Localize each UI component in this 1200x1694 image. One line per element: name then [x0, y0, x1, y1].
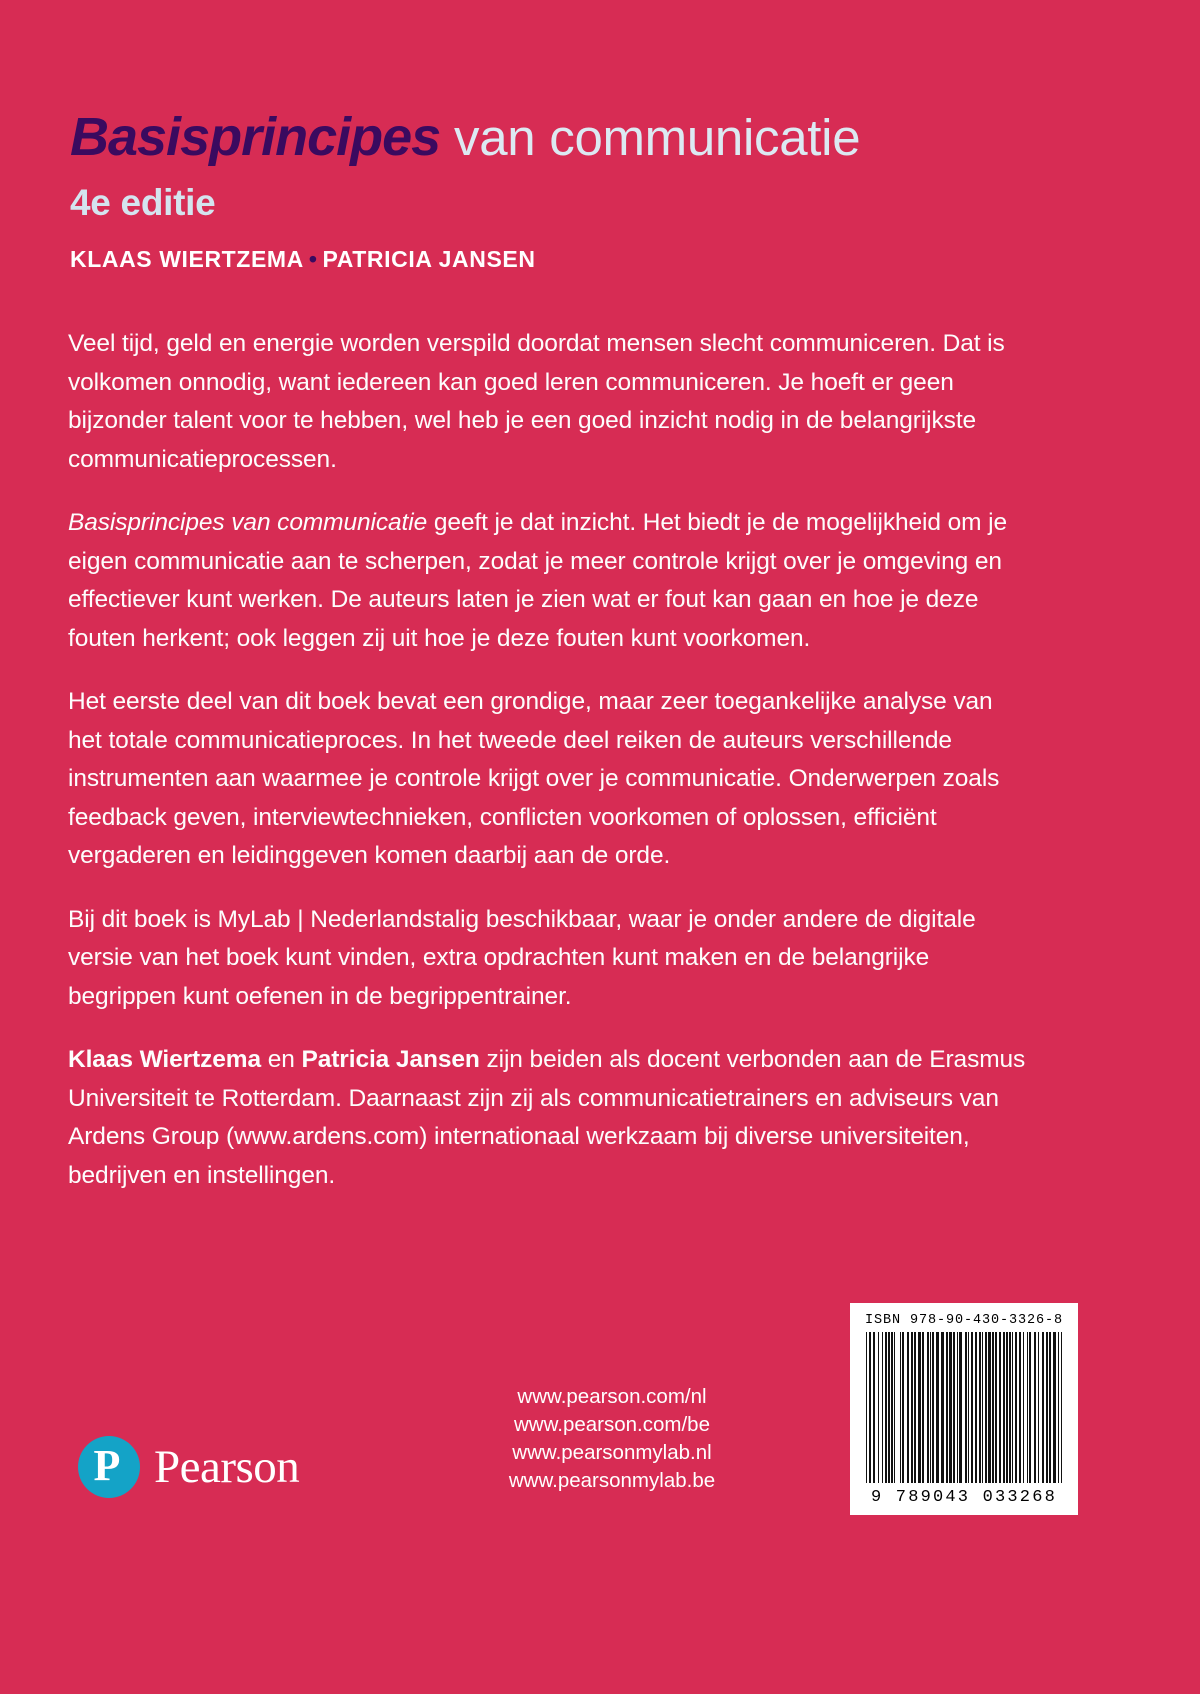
- author-separator-bullet: •: [308, 246, 318, 273]
- authors-line: [70, 246, 1080, 273]
- pearson-wordmark: Pearson: [154, 1440, 300, 1493]
- url-pearson-nl[interactable]: www.pearson.com/nl: [517, 1385, 707, 1408]
- blurb-book-title-italic: Basisprincipes van communicatie: [68, 509, 428, 536]
- bio-conjunction: en: [261, 1046, 302, 1073]
- bio-author-name-1: Klaas Wiertzema: [68, 1046, 262, 1073]
- title-block: [70, 108, 1080, 273]
- isbn-label: ISBN 978-90-430-3326-8: [864, 1313, 1064, 1328]
- title-main-word: Basisprincipes: [70, 107, 441, 167]
- bio-rest: zijn beiden als docent verbonden aan de Erasmus Universiteit te Rotterdam. Daarnaast zijn zij als communicatietrainers en adviseurs van Ardens Group (www.ardens.com) internationaal werkzaam bij diverse universiteiten, bedrijven en instellingen.: [68, 1046, 1026, 1189]
- blurb-paragraph-1: Veel tijd, geld en energie worden verspild doordat mensen slecht communiceren. Dat is volkomen onnodig, want iedereen kan goed leren communiceren. Je hoeft er geen bijzonder talent voor te hebben, wel heb je een goed inzicht nodig in de belangrijkste communicatieprocessen.: [68, 330, 1005, 473]
- blurb-paragraph-4: Bij dit boek is MyLab | Nederlandstalig beschikbaar, waar je onder andere de digitale versie van het boek kunt vinden, extra opdrachten kunt maken en de belangrijke begrippen kunt oefenen in de begrippentrainer.: [68, 905, 976, 1010]
- author-first-name: KLAAS WIERTZEMA: [70, 246, 304, 273]
- ean-digits: 9 789043 033268: [870, 1488, 1058, 1507]
- publisher-urls: [462, 1383, 762, 1495]
- barcode-bars: [862, 1332, 1066, 1483]
- edition-label: 4e editie: [70, 182, 216, 224]
- page-title: [70, 108, 1080, 166]
- barcode-block: [850, 1303, 1078, 1515]
- bio-author-name-2: Patricia Jansen: [301, 1046, 480, 1073]
- url-pearsonmylab-be[interactable]: www.pearsonmylab.be: [508, 1469, 716, 1492]
- title-subtitle-words: van communicatie: [440, 109, 861, 166]
- blurb-paragraph-2: [68, 504, 1028, 658]
- pearson-circle-icon: [78, 1436, 140, 1498]
- pearson-logo: [78, 1436, 299, 1498]
- author-second-name: PATRICIA JANSEN: [322, 246, 536, 273]
- blurb-text: [68, 325, 1028, 1195]
- pearson-p-letter: P: [93, 1441, 121, 1490]
- blurb-paragraph-3: Het eerste deel van dit boek bevat een grondige, maar zeer toegankelijke analyse van het totale communicatieproces. In het tweede deel reiken de auteurs verschillende instrumenten aan waarmee je controle krijgt over je communicatie. Onderwerpen zoals feedback geven, interviewtechnieken, conflicten voorkomen of oplossen, efficiënt vergaderen en leidinggeven komen daarbij aan de orde.: [68, 688, 1000, 869]
- url-pearson-be[interactable]: www.pearson.com/be: [514, 1413, 710, 1436]
- blurb-paragraph-5: [68, 1041, 1028, 1195]
- url-pearsonmylab-nl[interactable]: www.pearsonmylab.nl: [512, 1441, 712, 1464]
- blurb-paragraph-2-rest: geeft je dat inzicht. Het biedt je de mogelijkheid om je eigen communicatie aan te scherpen, zodat je meer controle krijgt over je omgeving en effectiever kunt werken. De auteurs laten je zien wat er fout kan gaan en hoe je deze fouten herkent; ook leggen zij uit hoe je deze fouten kunt voorkomen.: [68, 509, 1008, 652]
